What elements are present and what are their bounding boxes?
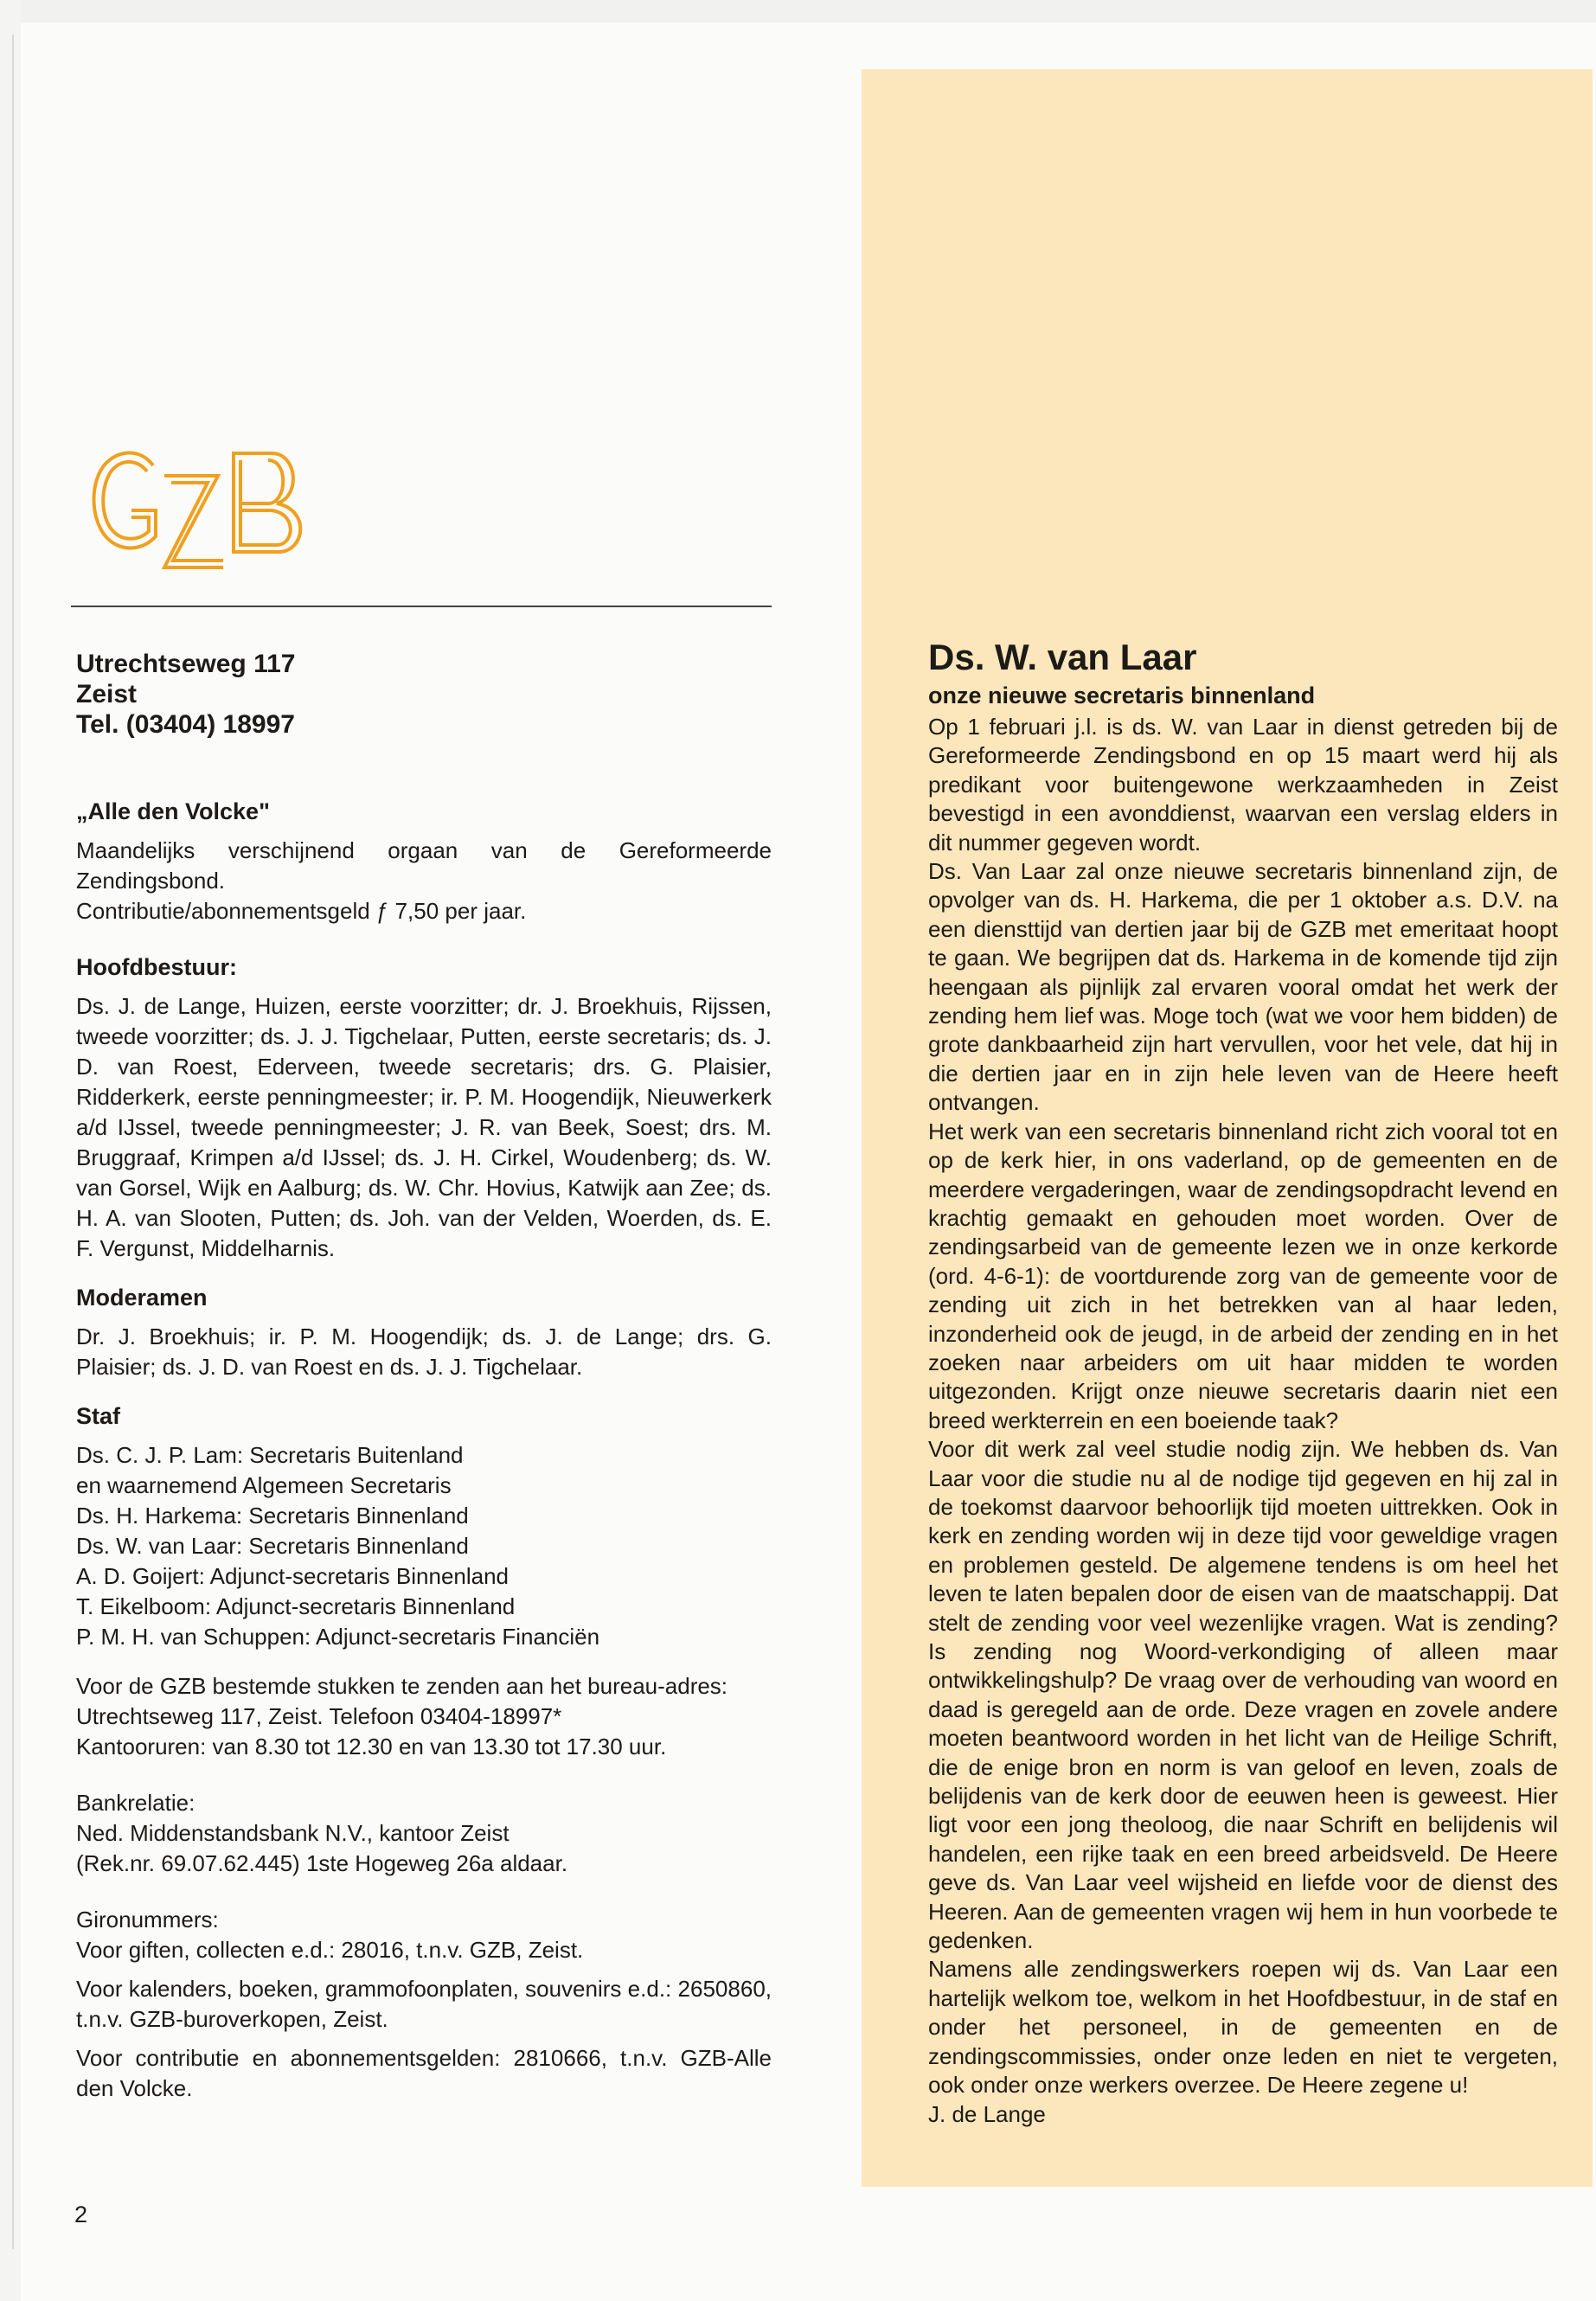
- giro-line: Voor kalenders, boeken, grammofoonplaten, souvenirs e.d.: 2650860, t.n.v. GZB-buroverkopen, Zeist.: [76, 1976, 772, 2032]
- bank-line: (Rek.nr. 69.07.62.445) 1ste Hogeweg 26a aldaar.: [76, 1850, 568, 1876]
- page-number: 2: [74, 2202, 88, 2227]
- staf-line: Ds. W. van Laar: Secretaris Binnenland: [76, 1533, 469, 1559]
- article-paragraph: Het werk van een secretaris binnenland richt zich vooral tot en op de kerk hier, in ons vaderland, op de gemeenten en de meerdere vergaderingen, waar de zendingsopdracht levend en krachtig gemaakt en gehouden moet worden. Over de zendingsarbeid van de gemeente lezen we in onze kerkorde (ord. 4-6-1): de voortdurende zorg van de gemeente voor de zending uit zich in het betrekken van al haar leden, inzonderheid ook de jeugd, in de arbeid der zending en in het zoeken naar arbeiders om uit haar midden te worden uitgezonden. Krijgt onze nieuwe secretaris daarin niet een breed werkterrein en een boeiende taak?: [928, 1118, 1558, 1433]
- staf-heading: Staf: [76, 1403, 121, 1429]
- hoofdbestuur-heading: Hoofdbestuur:: [76, 954, 237, 980]
- page-left-edge: [0, 0, 21, 2301]
- bank-heading: Bankrelatie:: [76, 1790, 195, 1816]
- publication-title: „Alle den Volcke": [76, 798, 270, 824]
- staf-line: en waarnemend Algemeen Secretaris: [76, 1472, 452, 1498]
- moderamen-text: Dr. J. Broekhuis; ir. P. M. Hoogendijk; ds. J. de Lange; drs. G. Plaisier; ds. J. D. van Roest en ds. J. J. Tigchelaar.: [76, 1324, 772, 1380]
- staf-line: Ds. C. J. P. Lam: Secretaris Buitenland: [76, 1442, 464, 1468]
- staf-line: P. M. H. van Schuppen: Adjunct-secretaris Financiën: [76, 1624, 600, 1650]
- bureau-line: Voor de GZB bestemde stukken te zenden aan het bureau-adres:: [76, 1673, 728, 1699]
- address-city: Zeist: [76, 680, 138, 708]
- giro-heading: Gironummers:: [76, 1907, 219, 1932]
- page-top-edge: [0, 0, 1596, 22]
- giro-line: Voor giften, collecten e.d.: 28016, t.n.v. GZB, Zeist.: [76, 1937, 584, 1963]
- gzb-logo: [71, 431, 330, 595]
- publication-fee: Contributie/abonnementsgeld ƒ 7,50 per jaar.: [76, 898, 527, 924]
- article-paragraph: Namens alle zendingswerkers roepen wij ds. Van Laar een hartelijk welkom toe, welkom in het Hoofdbestuur, in de staf en onder het personeel, in de gemeenten en de zendingscommissies, onder onze leden en niet te vergeten, ook onder onze werkers overzee. De Heere zegene u!: [928, 1956, 1558, 2099]
- horizontal-rule: [71, 606, 772, 607]
- publication-description: Maandelijks verschijnend orgaan van de Gereformeerde Zendingsbond.: [76, 837, 772, 894]
- bureau-hours: Kantooruren: van 8.30 tot 12.30 en van 13.30 tot 17.30 uur.: [76, 1734, 667, 1759]
- article-subtitle: onze nieuwe secretaris binnenland: [928, 683, 1316, 708]
- masthead-column: [76, 649, 772, 2104]
- giro-line: Voor contributie en abonnementsgelden: 2810666, t.n.v. GZB-Alle den Volcke.: [76, 2045, 772, 2101]
- article-signature: J. de Lange: [928, 2100, 1046, 2127]
- bureau-line: Utrechtseweg 117, Zeist. Telefoon 03404-18997*: [76, 1703, 562, 1729]
- article-paragraph: Ds. Van Laar zal onze nieuwe secretaris binnenland zijn, de opvolger van ds. H. Harkema, die per 1 oktober a.s. D.V. na een diensttijd van dertien jaar bij de GZB met emeritaat hoopt te gaan. We begrijpen dat ds. Harkema in de komende tijd zijn heengaan als pijnlijk zal ervaren vooral omdat het werk der zending hem lief was. Moge toch (wat we voor hem bidden) de grote dankbaarheid zijn hart vervullen, voor het vele, dat hij in die dertien jaar en in zijn hele leven van de Heere heeft ontvangen.: [928, 858, 1558, 1116]
- staf-line: A. D. Goijert: Adjunct-secretaris Binnenland: [76, 1563, 510, 1589]
- article-title: Ds. W. van Laar: [928, 637, 1197, 677]
- article: [928, 635, 1558, 2129]
- binding-line: [12, 35, 14, 2249]
- staf-line: T. Eikelboom: Adjunct-secretaris Binnenland: [76, 1593, 516, 1619]
- address-phone: Tel. (03404) 18997: [76, 710, 295, 739]
- article-paragraph: Voor dit werk zal veel studie nodig zijn. We hebben ds. Van Laar voor die studie nu al de nodige tijd gegeven en hij zal in de toekomst daarvoor behoorlijk tijd moeten uittrekken. Ook in kerk en zending worden wij in deze tijd voor geweldige vragen en problemen gesteld. De algemene tendens is om heel het leven te laten bepalen door de eisen van de maatschappij. Dat stelt de zending voor veel wezenlijke vragen. Wat is zending? Is zending nog Woord-verkondiging of alleen maar ontwikkelingshulp? De vraag over de verhouding van woord en daad is geregeld aan de orde. Deze vragen en zovele andere moeten beantwoord worden in het licht van de Heilige Schrift, die de enige bron en norm is van geloof en leven, zoals de belijdenis van de kerk door de eeuwen heen is geweest. Hier ligt voor een jong theoloog, die naar Schrift en belijdenis wil handelen, een rijke taak en een breed arbeidsveld. De Heere geve ds. Van Laar veel wijsheid en liefde voor de dienst des Heeren. Aan de gemeenten vragen wij hem in hun voorbede te gedenken.: [928, 1436, 1558, 1954]
- article-paragraph: Op 1 februari j.l. is ds. W. van Laar in dienst getreden bij de Gereformeerde Zendingsbond en op 15 maart werd hij als predikant voor buitengewone werkzaamheden in Zeist bevestigd in een avonddienst, waarvan een verslag elders in dit nummer gegeven wordt.: [928, 714, 1558, 856]
- moderamen-heading: Moderamen: [76, 1285, 208, 1311]
- bank-line: Ned. Middenstandsbank N.V., kantoor Zeist: [76, 1820, 510, 1846]
- hoofdbestuur-text: Ds. J. de Lange, Huizen, eerste voorzitter; dr. J. Broekhuis, Rijssen, tweede voorzitter; ds. J. J. Tigchelaar, Putten, eerste secretaris; ds. J. D. van Roest, Ederveen, tweede secretaris; drs. G. Plaisier, Ridderkerk, eerste penningmeester; ir. P. M. Hoogendijk, Nieuwerkerk a/d IJssel, tweede penningmeester; J. R. van Beek, Soest; drs. M. Bruggraaf, Krimpen a/d IJssel; ds. J. H. Cirkel, Woudenberg; ds. W. van Gorsel, Wijk en Aalburg; ds. W. Chr. Hovius, Katwijk aan Zee; ds. H. A. van Slooten, Putten; ds. Joh. van der Velden, Woerden, ds. E. F. Vergunst, Middelharnis.: [76, 993, 772, 1261]
- staf-line: Ds. H. Harkema: Secretaris Binnenland: [76, 1503, 469, 1529]
- address-street: Utrechtseweg 117: [76, 650, 296, 678]
